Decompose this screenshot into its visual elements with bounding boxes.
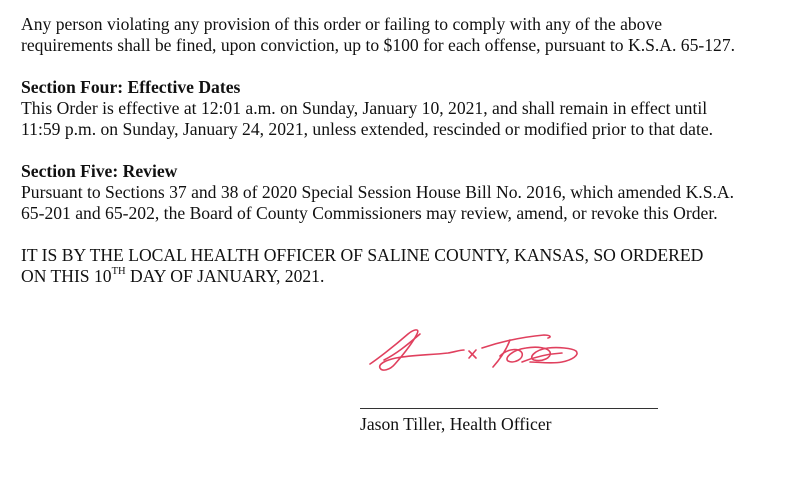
handwritten-signature-icon: [362, 320, 582, 376]
penalty-line-2: requirements shall be fined, upon conviction, up to $100 for each offense, pursuant to K.S.A. 65-127.: [21, 35, 736, 55]
section-five: [21, 161, 781, 224]
closing-line-2-prefix: ON THIS 10: [21, 266, 112, 286]
penalty-paragraph: [21, 14, 781, 56]
penalty-line-1: Any person violating any provision of this order or failing to comply with any of the above: [21, 14, 663, 34]
section-five-line-1: Pursuant to Sections 37 and 38 of 2020 Special Session House Bill No. 2016, which amended K.S.A.: [21, 182, 734, 202]
section-four-line-2: 11:59 p.m. on Sunday, January 24, 2021, unless extended, rescinded or modified prior to that date.: [21, 119, 714, 139]
closing-line-1: IT IS BY THE LOCAL HEALTH OFFICER OF SALINE COUNTY, KANSAS, SO ORDERED: [21, 245, 704, 265]
section-five-line-2: 65-201 and 65-202, the Board of County Commissioners may review, amend, or revoke this Order.: [21, 203, 718, 223]
section-four: [21, 77, 781, 140]
closing-line-2: [21, 266, 781, 287]
section-five-heading: Section Five: Review: [21, 161, 178, 181]
closing-statement: [21, 245, 781, 287]
section-four-line-1: This Order is effective at 12:01 a.m. on Sunday, January 10, 2021, and shall remain in effect until: [21, 98, 708, 118]
signature-line: [360, 408, 658, 409]
ordinal-suffix: TH: [111, 266, 126, 278]
signer-name: Jason Tiller, Health Officer: [360, 414, 552, 434]
section-four-heading: Section Four: Effective Dates: [21, 77, 241, 97]
signature-strokes: [370, 330, 577, 370]
closing-line-2-suffix: DAY OF JANUARY, 2021.: [125, 266, 325, 286]
